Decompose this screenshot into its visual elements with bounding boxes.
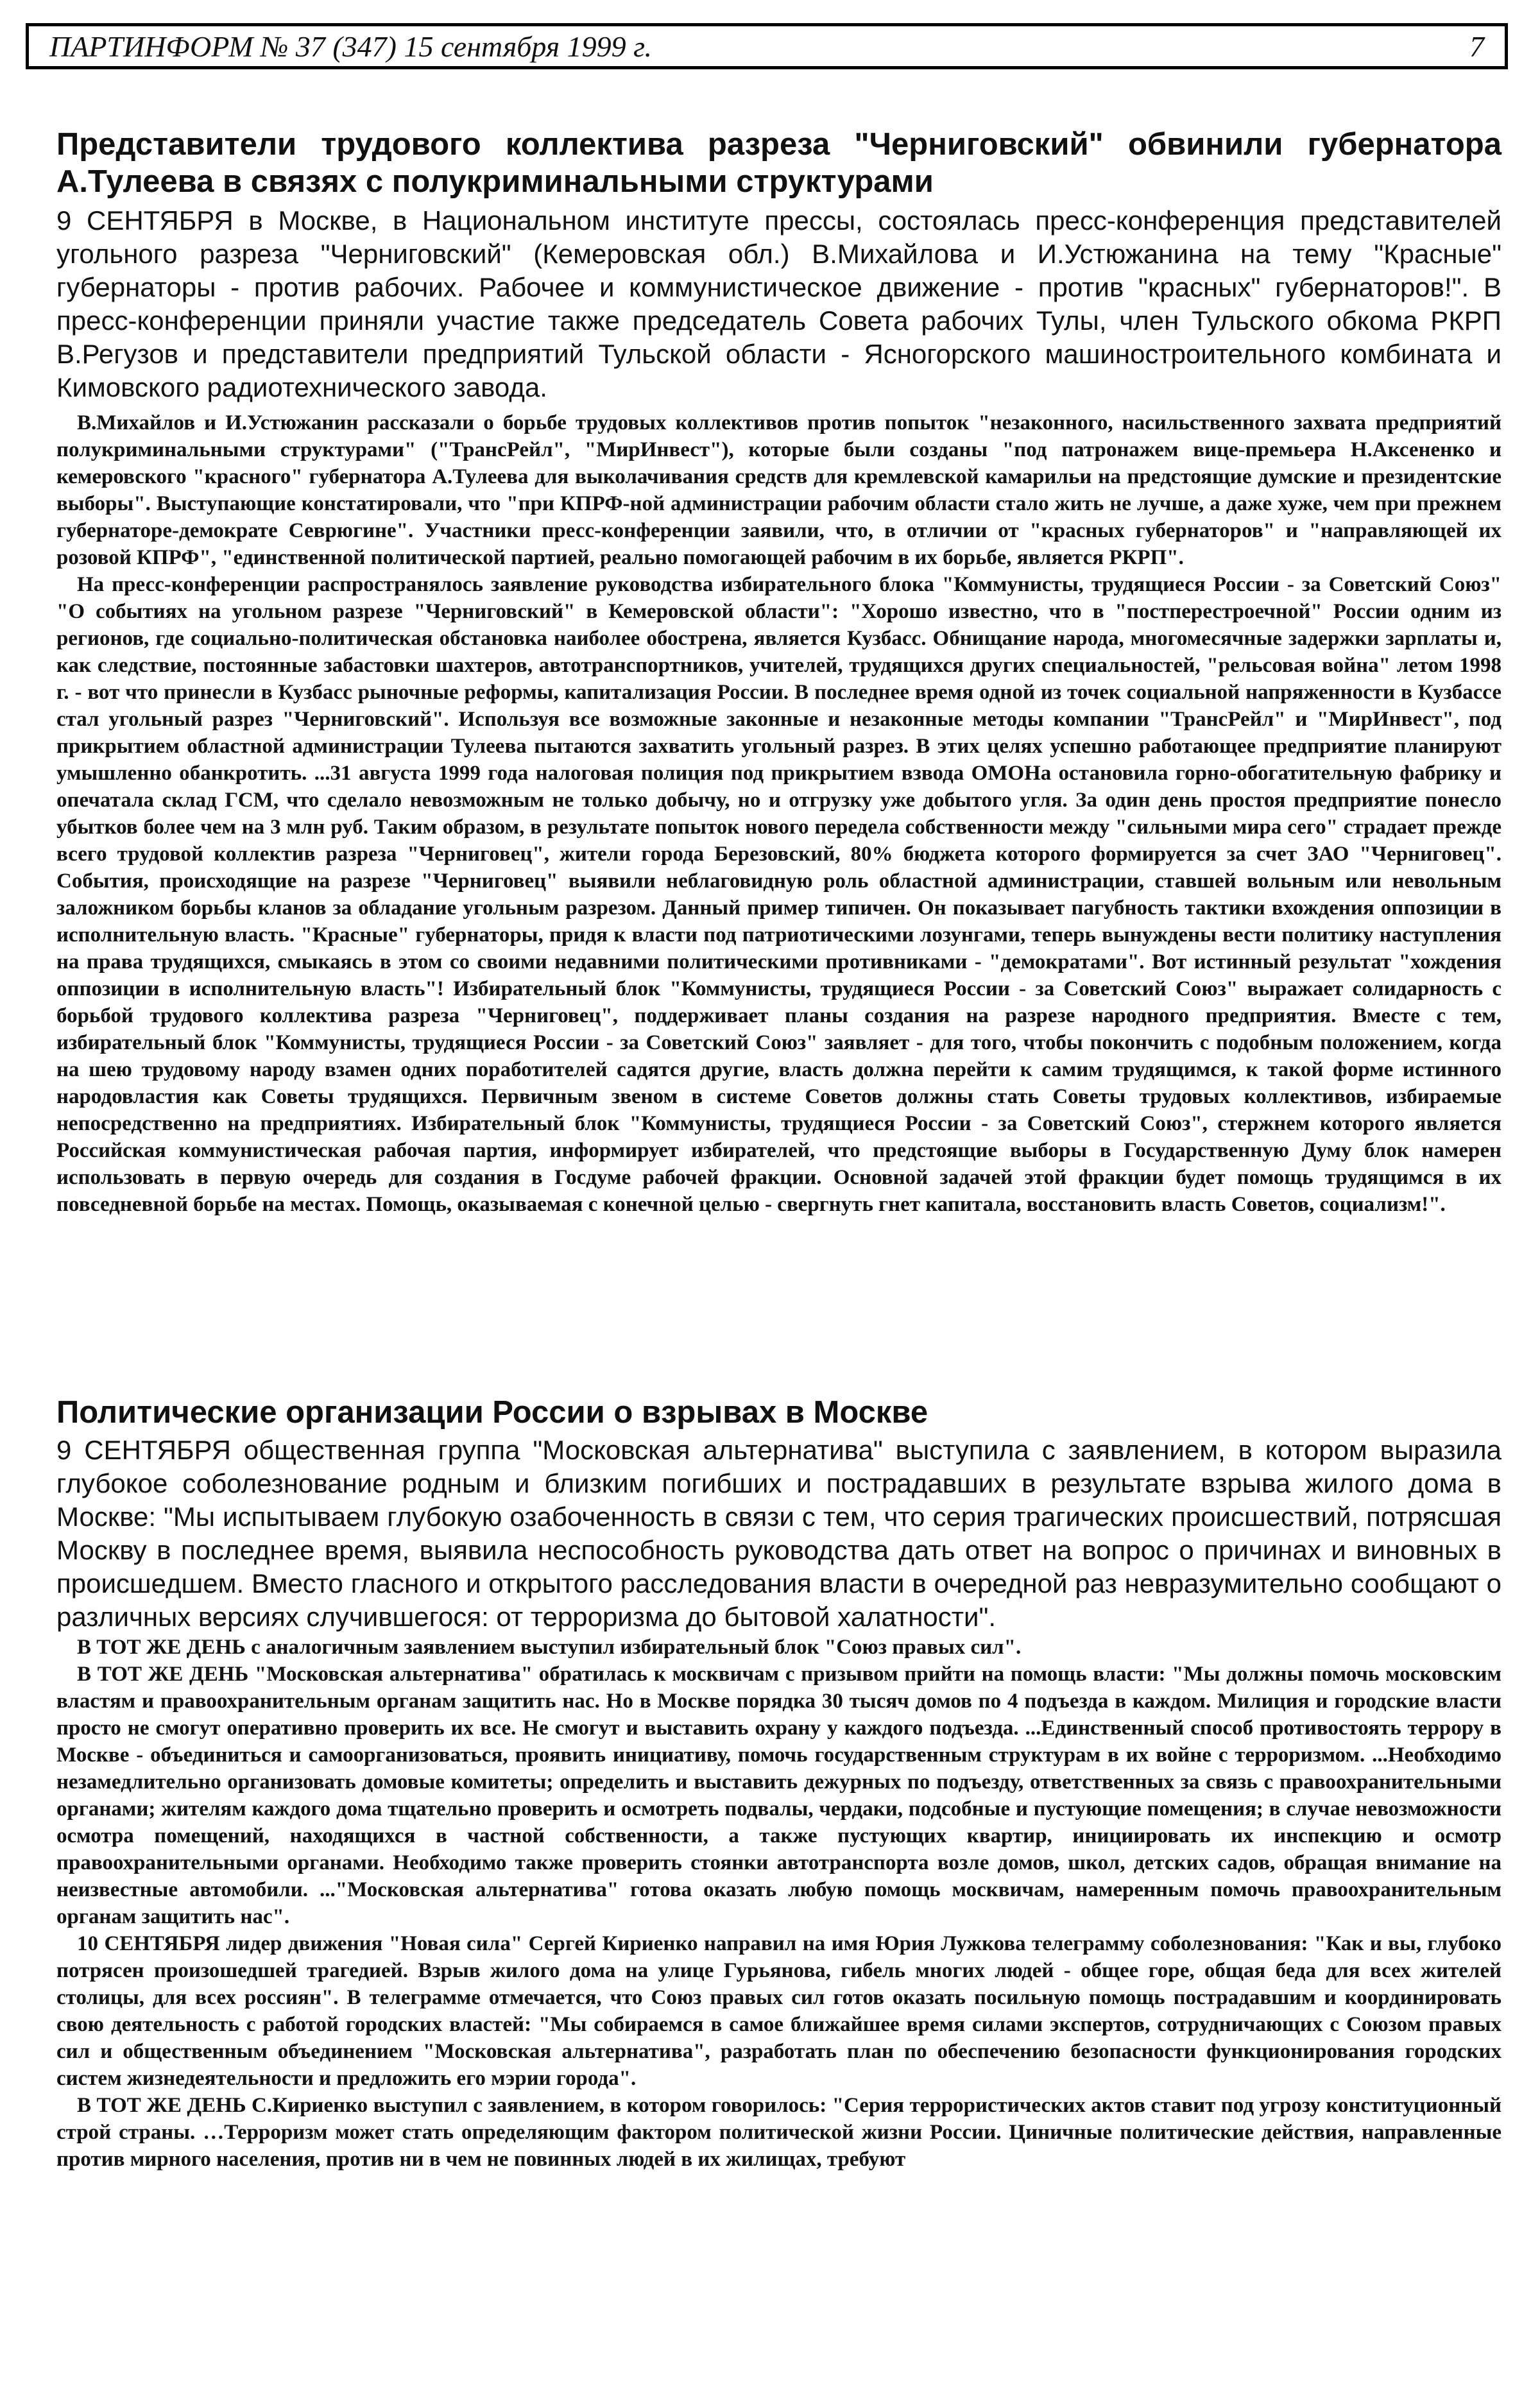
article-paragraph: На пресс-конференции распространялось заявление руководства избирательного блока "Коммунисты, трудящиеся России - за Советский Союз" "О событиях на угольном разрезе "Черниговский" в Кемеровской области": "Хорошо известно, что в "постперестроечной" России одним из регионов, где социально-политическая обстановка наиболее обострена, является Кузбасс. Обнищание народа, многомесячные задержки зарплаты и, как следствие, постоянные забастовки шахтеров, автотранспортников, учителей, трудящихся других специальностей, "рельсовая война" летом 1998 г. - вот что принесли в Кузбасс рыночные реформы, капитализация России. В последнее время одной из точек социальной напряженности в Кузбассе стал угольный разрез "Черниговский". Используя все возможные законные и незаконные методы компании "ТрансРейл" и "МирИнвест", под прикрытием областной администрации Тулеева пытаются захватить угольный разрез. В этих целях успешно работающее предприятие планируют умышленно обанкротить. ...31 августа 1999 года налоговая полиция под прикрытием взвода ОМОНа остановила горно-обогатительную фабрику и опечатала склад ГСМ, что сделало невозможным не только добычу, но и отгрузку уже добытого угля. За один день простоя предприятие понесло убытков более чем на 3 млн руб. Таким образом, в результате попыток нового передела собственности между "сильными мира сего" страдает прежде всего трудовой коллектив разреза "Черниговец", жители города Березовский, 80% бюджета которого формируется за счет ЗАО "Черниговец". События, происходящие на разрезе "Черниговец" выявили неблаговидную роль областной администрации, ставшей вольным или невольным заложником борьбы кланов за обладание угольным разрезом. Данный пример типичен. Он показывает пагубность тактики вхождения оппозиции в исполнительную власть. "Красные" губернаторы, придя к власти под патриотическими лозунгами, теперь вынуждены вести политику наступления на права трудящихся, смыкаясь в этом со своими недавними политическими противниками - "демократами". Вот истинный результат "хождения оппозиции в исполнительную власть"! Избирательный блок "Коммунисты, трудящиеся России - за Советский Союз" выражает солидарность с борьбой трудового коллектива разреза "Черниговец", поддерживает планы создания на разрезе народного предприятия. Вместе с тем, избирательный блок "Коммунисты, трудящиеся России - за Советский Союз" заявляет - для того, чтобы покончить с подобным положением, когда на шею трудовому народу взамен одних поработителей садятся другие, власть должна перейти к самим трудящимся, к такой форме истинного народовластия как Советы трудящихся. Первичным звеном в системе Советов должны стать Советы трудовых коллективов, избираемые непосредственно на предприятиях. Избирательный блок "Коммунисты, трудящиеся России - за Советский Союз", стержнем которого является Российская коммунистическая рабочая партия, информирует избирателей, что предстоящие выборы в Государственную Думу блок намерен использовать в первую очередь для создания в Госдуме рабочей фракции. Основной задачей этой фракции будет помощь трудящимся в их повседневной борьбе на местах. Помощь, оказываемая с конечной целью - свергнуть гнет капитала, восстановить власть Советов, социализм!".: [56, 573, 1502, 1216]
article-title: Политические организации России о взрывах в Москве: [56, 1395, 928, 1430]
article-paragraph: В ТОТ ЖЕ ДЕНЬ с аналогичным заявлением выступил избирательный блок "Союз правых сил".: [77, 1636, 1022, 1659]
article-paragraph: В.Михайлов и И.Устюжанин рассказали о борьбе трудовых коллективов против попыток "незаконного, насильственного захвата предприятий полукриминальными структурами" ("ТрансРейл", "МирИнвест"), которые были созданы "под патронажем вице-премьера Н.Аксененко и кемеровского "красного" губернатора А.Тулеева для выколачивания средств для кремлевской камарильи на предстоящие думские и президентские выборы". Выступающие констатировали, что "при КПРФ-ной администрации рабочим области стало жить не лучше, а даже хуже, чем при прежнем губернаторе-демократе Севрюгине". Участники пресс-конференции заявили, что, в отличии от "красных губернаторов" и "направляющей их розовой КПРФ", "единственной политической партией, реально помогающей рабочим в их борьбе, является РКРП".: [56, 411, 1502, 569]
publication-info: ПАРТИНФОРМ № 37 (347) 15 сентября 1999 г.: [49, 30, 652, 63]
article-lead: 9 СЕНТЯБРЯ в Москве, в Национальном институте прессы, состоялась пресс-конференция представителей угольного разреза "Черниговский" (Кемеровская обл.) В.Михайлова и И.Устюжанина на тему "Красные" губернаторы - против рабочих. Рабочее и коммунистическое движение - против "красных" губернаторов!". В пресс-конференции приняли участие также председатель Совета рабочих Тулы, член Тульского обкома РКРП В.Регузов и представители предприятий Тульской области - Ясногорского машиностроительного комбината и Кимовского радиотехнического завода.: [56, 205, 1502, 402]
page-header: [26, 23, 1508, 69]
article-lead: 9 СЕНТЯБРЯ общественная группа "Московская альтернатива" выступила с заявлением, в котором выразила глубокое соболезнование родным и близким погибших и пострадавших в результате взрыва жилого дома в Москве: "Мы испытываем глубокую озабоченность в связи с тем, что серия трагических происшествий, потрясшая Москву в последнее время, выявила неспособность руководства дать ответ на вопрос о причинах и виновных в происшедшем. Вместо гласного и открытого расследования власти в очередной раз невразумительно сообщают о различных версиях случившегося: от терроризма до бытовой халатности".: [56, 1435, 1502, 1632]
article-paragraph: В ТОТ ЖЕ ДЕНЬ "Московская альтернатива" обратилась к москвичам с призывом прийти на помощь власти: "Мы должны помочь московским властям и правоохранительным органам защитить нас. Но в Москве порядка 30 тысяч домов по 4 подъезда в каждом. Милиция и городские власти просто не смогут оперативно проверить их все. Не смогут и выставить охрану у каждого подъезда. ...Единственный способ противостоять террору в Москве - объединиться и самоорганизоваться, проявить инициативу, помочь государственным структурам в их войне с терроризмом. ...Необходимо незамедлительно организовать домовые комитеты; определить и выставить дежурных по подъезду, ответственных за связь с правоохранительными органами; жителям каждого дома тщательно проверить и осмотреть подвалы, чердаки, подсобные и пустующие помещения; в случае невозможности осмотра помещений, находящихся в частной собственности, а также пустующих квартир, инициировать их инспекцию и осмотр правоохранительными органами. Необходимо также проверить стоянки автотранспорта возле домов, школ, детских садов, обращая внимание на неизвестные автомобили. ..."Московская альтернатива" готова оказать любую помощь москвичам, намеренным помочь правоохранительным органам защитить нас".: [56, 1663, 1502, 1928]
article-moscow-explosions: [56, 1394, 1502, 2173]
page-number: 7: [1469, 30, 1484, 63]
article-title: Представители трудового коллектива разреза "Черниговский" обвинили губернатора А.Тулеева в связях с полукриминальными структурами: [56, 127, 1502, 199]
article-coal-mine: [56, 126, 1502, 1218]
article-paragraph: В ТОТ ЖЕ ДЕНЬ С.Кириенко выступил с заявлением, в котором говорилось: "Серия террористических актов ставит под угрозу конституционный строй страны. …Терроризм может стать определяющим фактором политической жизни России. Циничные политические действия, направленные против мирного населения, против ни в чем не повинных людей в их жилищах, требуют: [56, 2094, 1502, 2171]
article-paragraph: 10 СЕНТЯБРЯ лидер движения "Новая сила" Сергей Кириенко направил на имя Юрия Лужкова телеграмму соболезнования: "Как и вы, глубоко потрясен произошедшей трагедией. Взрыв жилого дома на улице Гурьянова, гибель многих людей - общее горе, общая беда для всех жителей столицы, для всех россиян". В телеграмме отмечается, что Союз правых сил готов оказать посильную помощь пострадавшим и координировать свою деятельность с работой городских властей: "Мы собираемся в самое ближайшее время силами экспертов, сотрудничающих с Союзом правых сил и общественным объединением "Московская альтернатива", разработать план по обеспечению безопасности функционирования городских систем жизнедеятельности и предложить его мэрии города".: [56, 1932, 1502, 2090]
